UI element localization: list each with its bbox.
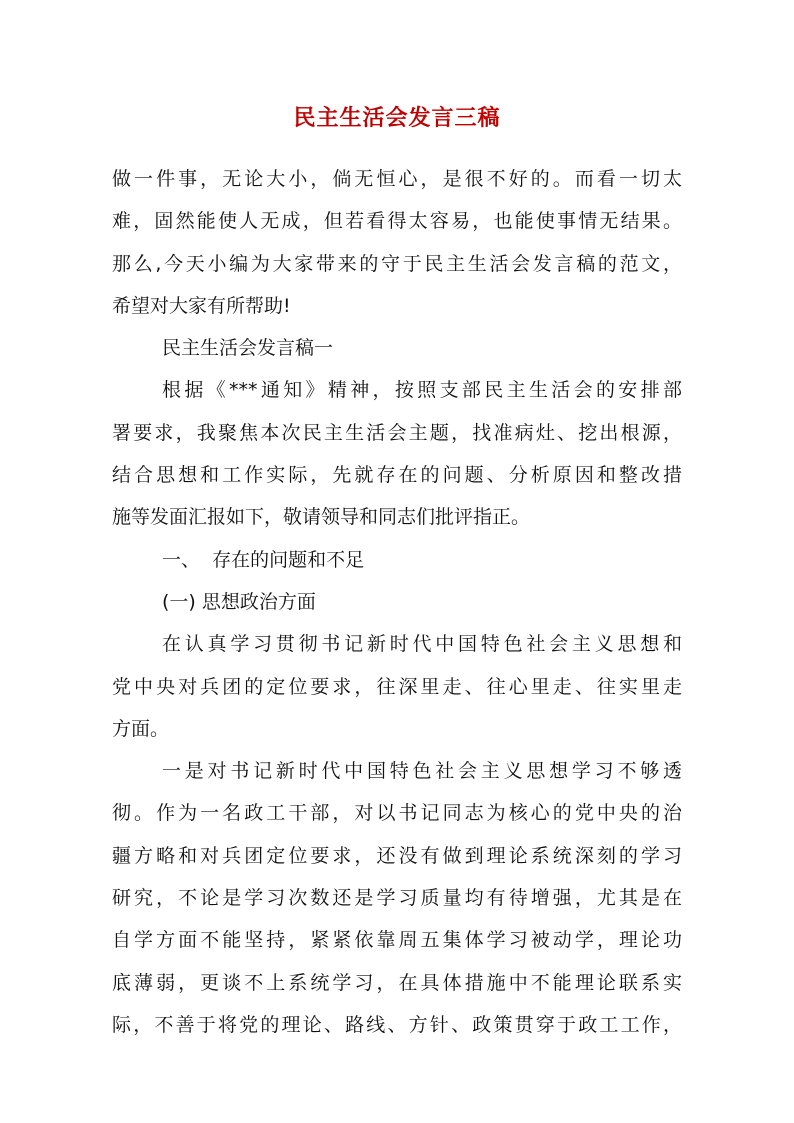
paragraph-line: 那么,今天小编为大家带来的守于民主生活会发言稿的范文， [112,252,682,275]
paragraph-line: 疆方略和对兵团定位要求，还没有做到理论系统深刻的学习 [112,844,682,867]
section-heading: 民主生活会发言稿一 [162,337,334,360]
document-title: 民主生活会发言三稿 [293,105,501,131]
paragraph-line: 施等发面汇报如下，敬请领导和同志们批评指正。 [112,506,531,529]
paragraph-line: 在认真学习贯彻书记新时代中国特色社会主义思想和 [162,633,682,656]
paragraph-line: 难，固然能使人无成，但若看得太容易，也能使事情无结果。 [112,210,682,233]
paragraph-line: 结合思想和工作实际，先就存在的问题、分析原因和整改措 [112,464,682,487]
paragraph-line: 研究，不论是学习次数还是学习质量均有待增强，尤其是在 [112,887,682,910]
paragraph-line: 希望对大家有所帮助! [112,294,291,317]
section-heading: 一、 存在的问题和不足 [162,548,365,571]
paragraph-line: 彻。作为一名政工干部，对以书记同志为核心的党中央的治 [112,802,682,825]
paragraph-line: 自学方面不能坚持，紧紧依靠周五集体学习被动学，理论功 [112,929,682,952]
paragraph-line: 一是对书记新时代中国特色社会主义思想学习不够透 [162,760,682,783]
paragraph-line: 根据《***通知》精神，按照支部民主生活会的安排部 [162,379,682,402]
paragraph-line: 际，不善于将党的理论、路线、方针、政策贯穿于政工工作， [112,1013,682,1036]
paragraph-line: 做一件事，无论大小，倘无恒心，是很不好的。而看一切太 [112,168,682,190]
paragraph-line: 党中央对兵团的定位要求，往深里走、往心里走、往实里走 [112,675,682,698]
paragraph-line: 方面。 [112,717,170,740]
subsection-heading: (一) 思想政治方面 [162,590,316,613]
document-body [112,158,682,1046]
paragraph-line: 署要求，我聚焦本次民主生活会主题，找准病灶、挖出根源， [112,421,682,444]
paragraph-line: 底薄弱，更谈不上系统学习，在具体措施中不能理论联系实 [112,971,682,994]
